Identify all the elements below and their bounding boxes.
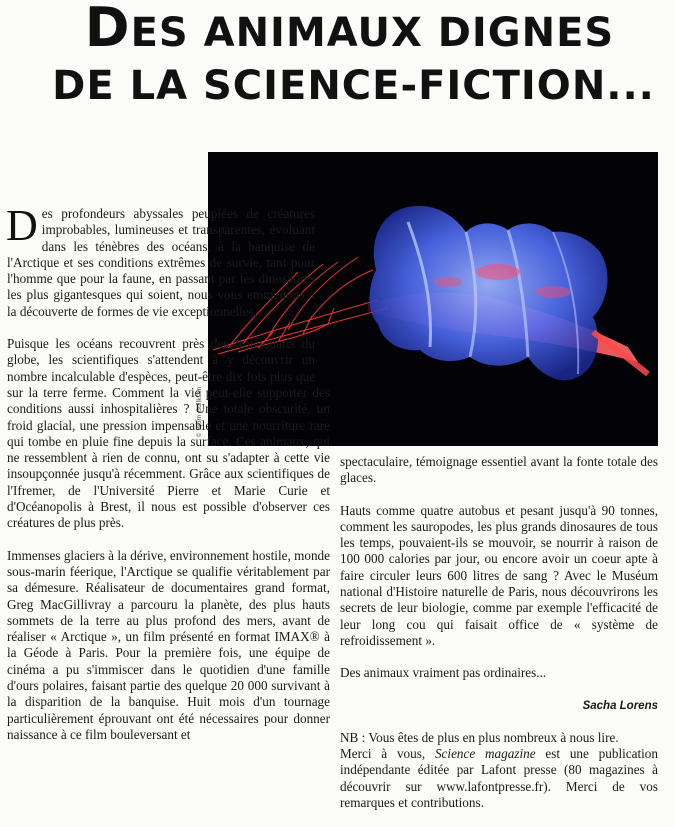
magazine-name: Science magazine <box>434 746 536 762</box>
right-column <box>340 454 658 827</box>
headline-initial: D <box>84 0 131 59</box>
oceans-paragraph: Puisque les océans recouvrent près des trois-quarts du globe, les scientifiques s'attendent à y découvrir un nombre incalculable d'espèces, peut-être dix fois plus que sur la terre ferme. Comment la vie peut-elle supporter des conditions aussi inhospitalières ? Une totale obscurité, un froid glacial, une pression impensable et une nourriture rare qui tombe en pluie fine depuis la surface. Ces animaux, qui ne ressemblent à rien de connu, ont su s'adapter à cette vie insoupçonnée jusqu'à récemment. Grâce aux scientifiques de l'Ifremer, de l'Université Pierre et Marie Curie et d'Océanopolis à Brest, il nous est possible d'observer ces créatures de plus près. <box>7 336 330 531</box>
nb-note: NB : Vous êtes de plus en plus nombreux à nous lire. Merci à vous, Science magazine est une publication indépendante éditée par Lafont presse (80 magazines à découvrir sur www.lafontpresse.fr). Merci de vos remarques et contributions. <box>340 729 658 811</box>
closing-paragraph: Des animaux vraiment pas ordinaires... <box>340 665 547 681</box>
headline-line-2: DE LA SCIENCE-FICTION... <box>52 63 655 109</box>
drop-cap: D <box>6 201 38 250</box>
headline-line-1-text: ES ANIMAUX DIGNES <box>130 10 615 56</box>
continuation-paragraph: spectaculaire, témoignage essentiel avant la fonte totale des glaces. <box>340 454 658 486</box>
intro-paragraph: Des profondeurs abyssales peuplées de créatures improbables, lumineuses et transparentes, évoluant dans les ténèbres des océans, à la banquise de l'Arctique et ses conditions extrêmes de survie, tant pour l'homme que pour la faune, en passant par les dinosaures les plus gigantesques qui soient, nous vous emmenons à la découverte de formes de vie exceptionnelles. <box>6 201 315 319</box>
author-signature: Sacha Lorens <box>582 699 658 712</box>
left-column <box>6 201 330 759</box>
dinosaurs-paragraph: Hauts comme quatre autobus et pesant jusqu'à 90 tonnes, comment les sauropodes, les plus grands dinosaures de tous les temps, pouvaient-ils se mouvoir, se nourrir à raison de 100 000 calories par jour, ou encore avoir un coeur apte à faire circuler leurs 600 litres de sang ? Avec le Muséum national d'Histoire naturelle de Paris, nous découvrirons les secrets de leur biologie, comme par exemple l'efficacité de leur long cou qui faisait office de « système de refroidissement ». <box>340 502 658 648</box>
creature-body <box>370 206 608 380</box>
headline-line-1 <box>12 0 675 59</box>
arctic-paragraph: Immenses glaciers à la dérive, environnement hostile, monde sous-marin féerique, l'Arctique se qualifie véritablement par sa démesure. Réalisateur de documentaires grand format, Greg MacGillivray a parcouru la planète, des plus hauts sommets de la terre au plus profond des mers, avant de réaliser « Arctique », un film présenté en format IMAX® à la Géode à Paris. Pour la première fois, une équipe de cinéma a pu s'immiscer dans le quotidien d'une famille d'ours polaires, faisant partie des quelque 20 000 survivant à la disparition de la banquise. Huit mois d'un tournage particulièrement éprouvant ont été nécessaires pour donner naissance à ce film bouleversant et <box>7 547 330 742</box>
photo-credit: © Bjorn Gullksen <box>196 386 203 438</box>
